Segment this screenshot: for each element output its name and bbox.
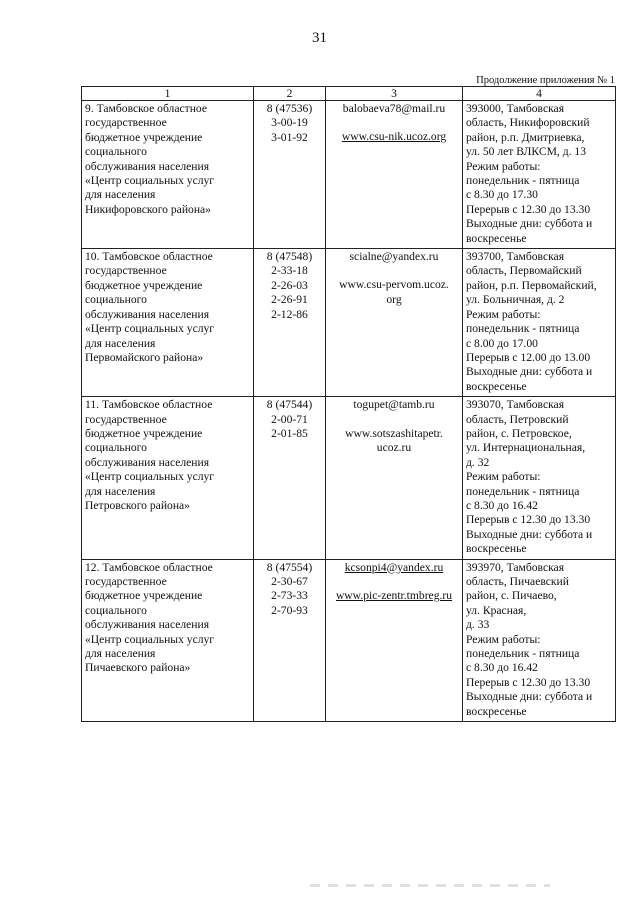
phone-number: 8 (47544) bbox=[266, 398, 313, 412]
institution-name-line: обслуживания населения bbox=[85, 618, 210, 632]
email-text: balobaeva78@mail.ru bbox=[342, 102, 446, 115]
phone-number: 2-26-91 bbox=[271, 293, 308, 307]
institution-name-line: «Центр социальных услуг bbox=[85, 470, 215, 484]
institution-name-line: Первомайского района» bbox=[85, 350, 204, 364]
column-header: 4 bbox=[463, 87, 616, 101]
address-line: воскресенье bbox=[466, 704, 527, 718]
address-line: район, р.п. Дмитриевка, bbox=[466, 130, 585, 144]
email-text: scialne@yandex.ru bbox=[349, 250, 439, 264]
table-row bbox=[82, 559, 616, 721]
spacer bbox=[329, 575, 459, 589]
email-text: togupet@tamb.ru bbox=[353, 398, 435, 412]
address-line: д. 32 bbox=[466, 455, 490, 469]
website-line bbox=[329, 427, 459, 441]
institution-name-line: социального bbox=[85, 441, 147, 455]
institution-name-line: 9. Тамбовское областное bbox=[85, 102, 207, 115]
address-line: Перерыв с 12.00 до 13.00 bbox=[466, 350, 591, 364]
contacts-cell bbox=[326, 101, 463, 249]
address-cell bbox=[463, 101, 616, 249]
phone-number: 8 (47536) bbox=[266, 102, 313, 115]
spacer bbox=[329, 264, 459, 278]
phone-cell bbox=[254, 249, 326, 397]
phone-number: 2-73-33 bbox=[271, 589, 308, 603]
email-line bbox=[329, 250, 459, 264]
website-text: org bbox=[386, 292, 402, 306]
institution-name-line: обслуживания населения bbox=[85, 307, 210, 321]
institution-name-line: для населения bbox=[85, 647, 156, 661]
address-line: Режим работы: bbox=[466, 307, 541, 321]
website-link[interactable]: www.csu-nik.ucoz.org bbox=[341, 130, 447, 144]
institution-name-line: бюджетное учреждение bbox=[85, 589, 203, 603]
table-row bbox=[82, 249, 616, 397]
institution-name-line: 11. Тамбовское областное bbox=[85, 398, 213, 412]
address-line: область, Никифоровский bbox=[466, 116, 590, 130]
address-line: понедельник - пятница bbox=[466, 174, 580, 188]
address-line: 393000, Тамбовская bbox=[466, 102, 565, 115]
table-body bbox=[82, 87, 616, 722]
address-cell bbox=[463, 249, 616, 397]
table-header-row bbox=[82, 87, 616, 101]
institution-name-cell bbox=[82, 249, 254, 397]
institution-name-line: «Центр социальных услуг bbox=[85, 322, 215, 336]
phone-number: 2-30-67 bbox=[271, 575, 308, 588]
institution-name-line: бюджетное учреждение bbox=[85, 426, 203, 440]
address-line: понедельник - пятница bbox=[466, 484, 580, 498]
phone-number: 8 (47554) bbox=[266, 560, 313, 574]
phone-number: 3-01-92 bbox=[271, 130, 308, 144]
institution-name-line: государственное bbox=[85, 116, 167, 130]
phone-number: 2-01-85 bbox=[271, 426, 308, 440]
email-line bbox=[329, 102, 459, 116]
address-line: с 8.30 до 16.42 bbox=[466, 661, 538, 675]
address-line: воскресенье bbox=[466, 231, 527, 245]
phone-number: 2-26-03 bbox=[271, 278, 308, 292]
email-line bbox=[329, 561, 459, 575]
page-number: 31 bbox=[312, 30, 327, 46]
institution-name-line: государственное bbox=[85, 412, 167, 426]
address-line: Выходные дни: суббота и bbox=[466, 365, 593, 379]
address-line: ул. Красная, bbox=[466, 603, 527, 617]
website-text: www.sotszashitapetr. bbox=[345, 426, 443, 440]
address-line: область, Первомайский bbox=[466, 264, 582, 278]
institution-name-line: 12. Тамбовское областное bbox=[85, 560, 213, 574]
address-line: ул. Интернациональная, bbox=[466, 441, 586, 455]
institution-name-line: «Центр социальных услуг bbox=[85, 174, 215, 188]
address-line: район, р.п. Первомайский, bbox=[466, 278, 597, 292]
contacts-cell bbox=[326, 559, 463, 721]
website-line bbox=[329, 130, 459, 144]
address-line: Перерыв с 12.30 до 13.30 bbox=[466, 675, 591, 689]
phone-cell bbox=[254, 101, 326, 249]
phone-cell bbox=[254, 397, 326, 559]
institution-name-line: социального bbox=[85, 145, 147, 159]
website-link[interactable]: www.pic-zentr.tmbreg.ru bbox=[335, 589, 453, 602]
phone-number: 2-33-18 bbox=[271, 264, 308, 278]
table-row bbox=[82, 397, 616, 559]
website-text: www.csu-pervom.ucoz. bbox=[339, 278, 449, 292]
institution-name-line: бюджетное учреждение bbox=[85, 278, 203, 292]
address-line: область, Петровский bbox=[466, 412, 569, 426]
contacts-cell bbox=[326, 397, 463, 559]
address-line: район, с. Петровское, bbox=[466, 426, 572, 440]
institution-name-line: «Центр социальных услуг bbox=[85, 632, 215, 646]
address-line: 393070, Тамбовская bbox=[466, 398, 565, 412]
institution-name-line: 10. Тамбовское областное bbox=[85, 250, 213, 264]
phone-number: 2-70-93 bbox=[271, 603, 308, 617]
phone-number: 8 (47548) bbox=[266, 250, 313, 264]
spacer bbox=[329, 116, 459, 130]
institution-name-line: Пичаевского района» bbox=[85, 661, 191, 675]
address-line: Выходные дни: суббота и bbox=[466, 527, 593, 541]
column-header: 2 bbox=[254, 87, 326, 101]
website-line bbox=[329, 441, 459, 455]
address-line: понедельник - пятница bbox=[466, 322, 580, 336]
institution-name-line: обслуживания населения bbox=[85, 455, 210, 469]
address-line: Режим работы: bbox=[466, 470, 541, 484]
column-header: 1 bbox=[82, 87, 254, 101]
address-line: Выходные дни: суббота и bbox=[466, 217, 593, 231]
institutions-table bbox=[81, 86, 616, 722]
address-line: д. 33 bbox=[466, 618, 490, 632]
phone-cell bbox=[254, 559, 326, 721]
phone-number: 2-00-71 bbox=[271, 412, 308, 426]
spacer bbox=[329, 413, 459, 427]
address-cell bbox=[463, 397, 616, 559]
phone-number: 2-12-86 bbox=[271, 307, 308, 321]
address-line: Выходные дни: суббота и bbox=[466, 690, 593, 704]
institution-name-line: государственное bbox=[85, 264, 167, 278]
email-link[interactable]: kcsonpi4@yandex.ru bbox=[344, 560, 444, 574]
email-line bbox=[329, 398, 459, 412]
institution-name-line: бюджетное учреждение bbox=[85, 130, 203, 144]
website-line bbox=[329, 589, 459, 603]
scan-artifact bbox=[310, 884, 550, 887]
institution-name-line: Никифоровского района» bbox=[85, 202, 211, 216]
website-text: ucoz.ru bbox=[376, 440, 412, 454]
institution-name-line: для населения bbox=[85, 188, 156, 202]
table-row bbox=[82, 101, 616, 249]
address-line: ул. 50 лет ВЛКСМ, д. 13 bbox=[466, 145, 586, 159]
institution-name-cell bbox=[82, 101, 254, 249]
address-line: 393970, Тамбовская bbox=[466, 560, 565, 574]
address-line: с 8.00 до 17.00 bbox=[466, 336, 538, 350]
address-line: воскресенье bbox=[466, 379, 527, 393]
website-line bbox=[329, 278, 459, 292]
address-cell bbox=[463, 559, 616, 721]
institution-name-line: Петровского района» bbox=[85, 498, 190, 512]
address-line: Перерыв с 12.30 до 13.30 bbox=[466, 202, 591, 216]
institution-name-line: для населения bbox=[85, 484, 156, 498]
address-line: область, Пичаевский bbox=[466, 575, 569, 588]
address-line: район, с. Пичаево, bbox=[466, 589, 557, 603]
address-line: понедельник - пятница bbox=[466, 647, 580, 661]
contacts-cell bbox=[326, 249, 463, 397]
institution-name-line: для населения bbox=[85, 336, 156, 350]
institution-name-line: государственное bbox=[85, 575, 167, 588]
website-line bbox=[329, 293, 459, 307]
institution-name-cell bbox=[82, 397, 254, 559]
column-header: 3 bbox=[326, 87, 463, 101]
address-line: с 8.30 до 17.30 bbox=[466, 188, 538, 202]
address-line: Режим работы: bbox=[466, 159, 541, 173]
address-line: ул. Больничная, д. 2 bbox=[466, 293, 565, 307]
institution-name-line: социального bbox=[85, 603, 147, 617]
address-line: 393700, Тамбовская bbox=[466, 250, 565, 264]
institution-name-line: обслуживания населения bbox=[85, 159, 210, 173]
address-line: с 8.30 до 16.42 bbox=[466, 498, 538, 512]
address-line: Режим работы: bbox=[466, 632, 541, 646]
address-line: Перерыв с 12.30 до 13.30 bbox=[466, 513, 591, 527]
institution-name-line: социального bbox=[85, 293, 147, 307]
address-line: воскресенье bbox=[466, 542, 527, 556]
institution-name-cell bbox=[82, 559, 254, 721]
phone-number: 3-00-19 bbox=[271, 116, 308, 130]
appendix-continuation-note: Продолжение приложения № 1 bbox=[476, 75, 615, 86]
